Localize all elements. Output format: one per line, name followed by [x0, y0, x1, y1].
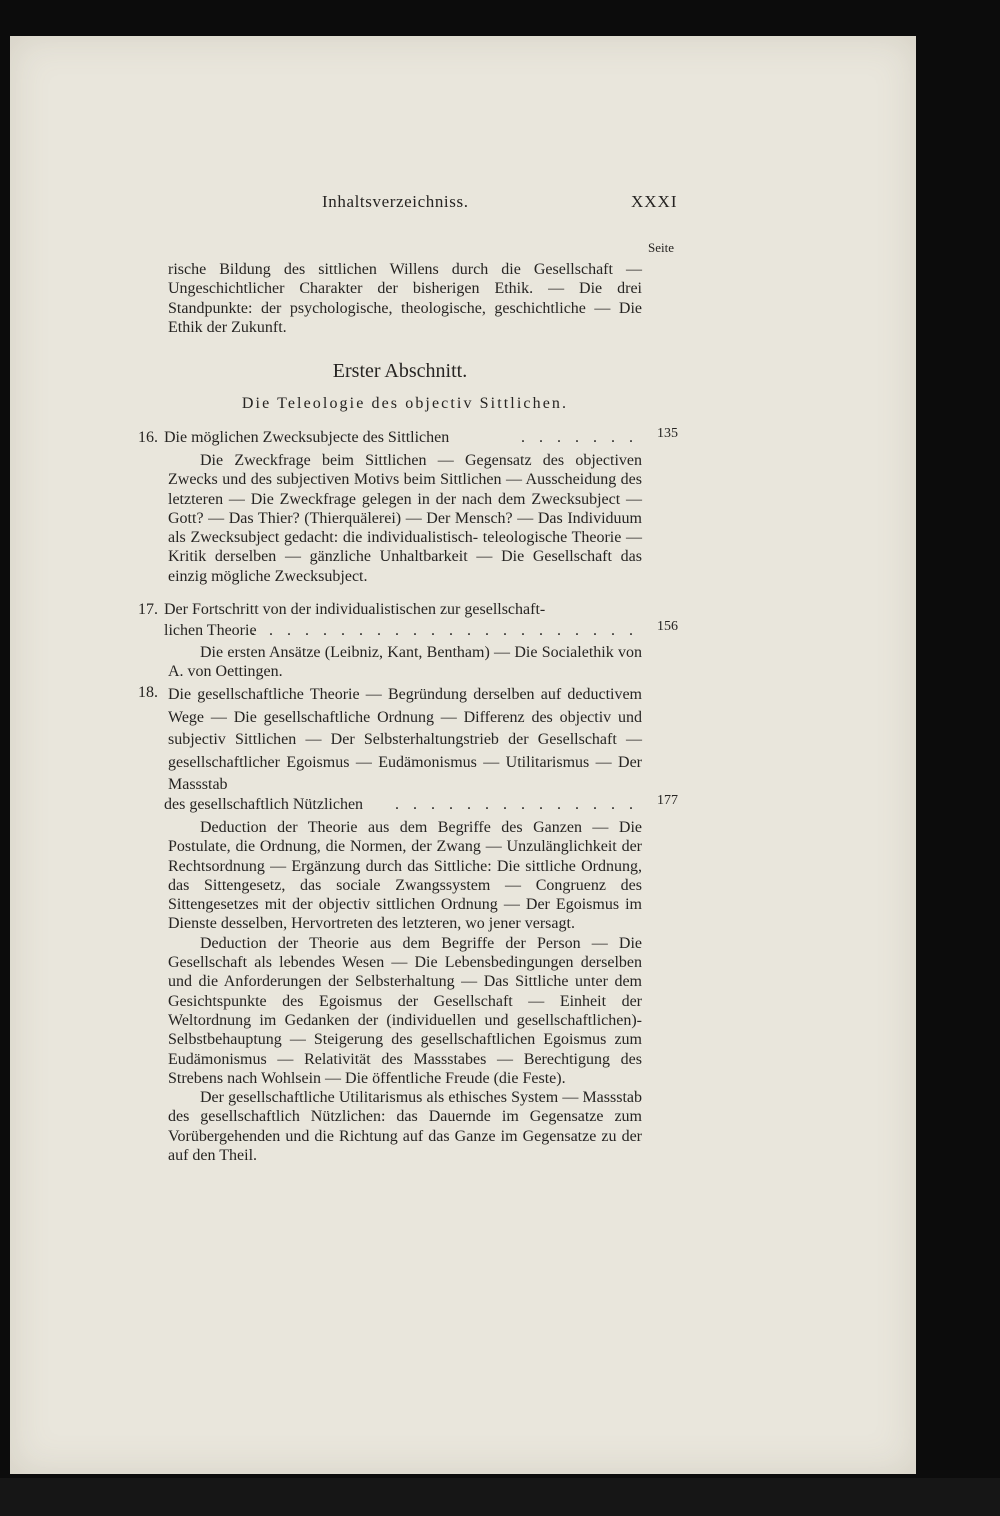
- summary-paragraph: Deduction der Theorie aus dem Begriffe des Ganzen — Die Postulate, die Ordnung, die Normen, der Zwang — Unzulänglichkeit der Rechtsordnung — Ergänzung durch das Sittliche: Die sittliche Ordnung, das Sittengesetz, das sociale Zwangssystem — Congruenz des Sittengesetzes mit der objectiv sittlichen Ordnung — Der Egoismus im Dienste desselben, Hervortreten des letzteren, wo jener versagt.: [168, 819, 642, 933]
- leader-dots: . . . . . . . . . . . . . .: [395, 796, 638, 813]
- scan-border: [0, 1478, 1000, 1516]
- page-number: XXXI: [631, 192, 678, 211]
- entry-number: 17.: [138, 601, 158, 618]
- summary-paragraph: Der gesellschaftliche Utilitarismus als ethisches System — Massstab des gesellschaftlich Nützlichen: das Dauernde im Gegensatze zum Vorübergehenden und die Richtung auf das Ganze im Gegensatze zu der auf den Theil.: [168, 1089, 642, 1165]
- toc-entry-16[interactable]: [138, 426, 678, 449]
- toc-entry-18-cont[interactable]: [138, 793, 678, 816]
- entry-page: 177: [657, 793, 678, 808]
- entry-page: 156: [657, 619, 678, 634]
- entry-title: Die gesellschaftliche Theorie — Begründung derselben auf deductivem Wege — Die gesellschaftliche Ordnung — Differenz des objectiv und subjectiv Sittlichen — Der Selbsterhaltungstrieb der Gesellschaft — gesellschaftlicher Egoismus — Eudämonismus — Utilitarismus — Der Massstab: [168, 686, 642, 793]
- entry-title-cont: des gesellschaftlich Nützlichen: [164, 796, 364, 813]
- entry-number: 18.: [138, 684, 158, 701]
- entry-17-summary: [168, 643, 642, 682]
- section-title: Erster Abschnitt.: [332, 360, 468, 382]
- intro-text: rische Bildung des sittlichen Willens durch die Gesellschaft — Ungeschichtlicher Charakter der bisherigen Ethik. — Die drei Standpunkte: der psychologische, theologische, geschichtliche — Die Ethik der Zukunft.: [168, 261, 642, 336]
- entry-18-summary: [168, 818, 642, 1165]
- running-head: Inhaltsverzeichniss.: [322, 192, 469, 211]
- toc-entry-17-cont[interactable]: [138, 619, 678, 642]
- entry-page: 135: [657, 426, 678, 441]
- summary-text: Die ersten Ansätze (Leibniz, Kant, Bentham) — Die Socialethik von A. von Oettingen.: [168, 644, 642, 681]
- entry-18-title: [168, 684, 642, 797]
- leader-dots: . . . . . . . . . . . . . . . . . . . . . .: [251, 622, 638, 639]
- entry-16-summary: [168, 451, 642, 586]
- intro-paragraph: [168, 260, 642, 337]
- entry-title: Die möglichen Zwecksubjecte des Sittlichen: [164, 429, 450, 446]
- section-subtitle: Die Teleologie des objectiv Sittlichen.: [241, 395, 569, 412]
- summary-paragraph: Deduction der Theorie aus dem Begriffe der Person — Die Gesellschaft als lebendes Wesen — Die Lebensbedingungen derselben und die Anforderungen der Selbsterhaltung — Das Sittliche unter dem Gesichtspunkte des Egoismus der Gesellschaft — Einheit der Weltordnung im Gedanken der (individuellen und gesellschaftlichen)-Selbstbehauptung — Steigerung des gesellschaftlichen Egoismus zum Eudämonismus — Relativität des Massstabes — Berechtigung des Strebens nach Wohlsein — Die öffentliche Freude (die Feste).: [168, 934, 642, 1087]
- toc-entry-17[interactable]: [138, 601, 678, 621]
- entry-title: Der Fortschritt von der individualistischen zur gesellschaft-: [164, 601, 546, 618]
- seite-label: Seite: [648, 240, 674, 255]
- entry-number: 16.: [138, 429, 158, 446]
- entry-title-cont: lichen Theorie: [164, 622, 257, 639]
- summary-text: Die Zweckfrage beim Sittlichen — Gegensatz des objectiven Zwecks und des subjectiven Motivs beim Sittlichen — Ausscheidung des letzteren — Die Zweckfrage gelegen in der nach dem Zwecksubject — Gott? — Das Thier? (Thierquälerei) — Der Mensch? — Das Individuum als Zwecksubject gedacht: die individualistisch- teleologische Theorie — Kritik derselben — gänzliche Unhaltbarkeit — Die Gesellschaft das einzig mögliche Zwecksubject.: [168, 452, 642, 585]
- leader-dots: . . . . . . .: [521, 429, 638, 446]
